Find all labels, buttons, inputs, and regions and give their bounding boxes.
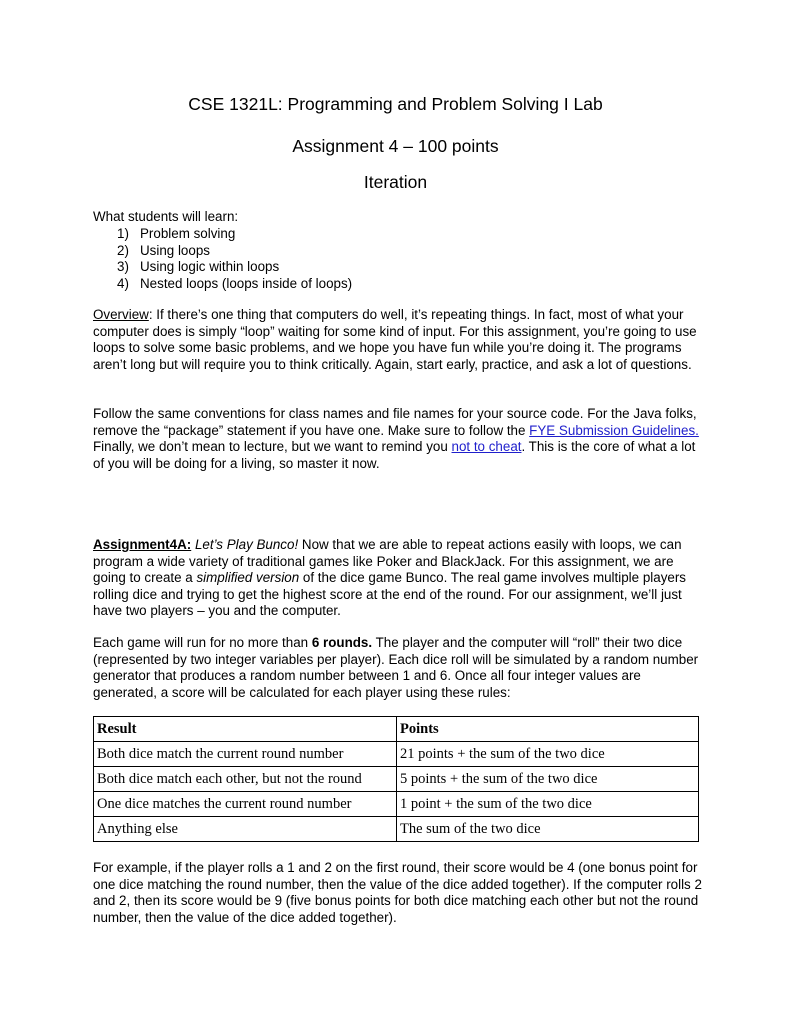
- overview-label: Overview: [93, 307, 149, 322]
- conventions-text-1: Follow the same conventions for class names and file names for your source code. For the Java folks, remove the “package” statement if you have one. Make sure to follow the: [93, 406, 697, 438]
- table-cell: Anything else: [94, 817, 397, 842]
- table-header-row: [94, 717, 699, 742]
- table-cell: The sum of the two dice: [397, 817, 699, 842]
- conventions-text-2: Finally, we don’t mean to lecture, but we want to remind you: [93, 439, 452, 454]
- overview-paragraph: [93, 307, 703, 373]
- list-number: 3): [117, 259, 129, 274]
- list-item: [117, 226, 352, 243]
- table-row: [94, 792, 699, 817]
- list-text: Using logic within loops: [140, 259, 280, 274]
- assignment4a-text-2: of the dice game Bunco. The real game involves multiple players rolling dice and trying to get the highest score at the end of the round. For our assignment, we’ll just have two players – you and the computer.: [93, 570, 686, 618]
- table-cell: 1 point + the sum of the two dice: [397, 792, 699, 817]
- assignment4a-text-1: Now that we are able to repeat actions easily with loops, we can program a wide variety of traditional games like Poker and BlackJack. For this assignment, we are going to create a: [93, 537, 682, 585]
- table-cell: Both dice match each other, but not the round: [94, 767, 397, 792]
- table-row: [94, 767, 699, 792]
- table-cell: Both dice match the current round number: [94, 742, 397, 767]
- table-cell: 21 points + the sum of the two dice: [397, 742, 699, 767]
- list-number: 2): [117, 242, 129, 258]
- table-cell: One dice matches the current round number: [94, 792, 397, 817]
- rounds-text-2: The player and the computer will “roll” their two dice (represented by two integer variables per player). Each dice roll will be simulated by a random number generator that produces a random number between 1 and 6. Once all four integer values are generated, a score will be calculated for each player using these rules:: [93, 635, 699, 700]
- conventions-paragraph: [93, 406, 703, 472]
- assignment4a-subtitle: Let’s Play Bunco!: [194, 537, 299, 552]
- overview-text: : If there’s one thing that computers do well, it’s repeating things. In fact, most of what your computer does is simply “loop” waiting for some kind of input. For this assignment, you’re going to use loops to solve some basic problems, and we hope you have fun while you’re doing it. The programs aren’t long but will require you to think critically. Again, start early, practice, and ask a lot of questions.: [93, 307, 697, 372]
- list-item: [117, 259, 352, 276]
- list-item: [117, 276, 352, 293]
- assignment4a-emphasis: simplified version: [196, 570, 300, 585]
- list-number: 1): [117, 226, 129, 241]
- table-row: [94, 817, 699, 842]
- not-to-cheat-link[interactable]: not to cheat: [451, 439, 522, 454]
- assignment4a-paragraph: [93, 537, 703, 620]
- assignment-title: Assignment 4 – 100 points: [292, 136, 499, 156]
- list-text: Problem solving: [140, 226, 236, 241]
- list-text: Nested loops (loops inside of loops): [140, 275, 353, 291]
- list-number: 4): [117, 275, 129, 291]
- example-paragraph: For example, if the player rolls a 1 and 2 on the first round, their score would be 4 (one bonus point for one dice matching the round number, then the value of the dice added together). If the computer rolls 2 and 2, then its score would be 9 (five bonus points for both dice matching each other but not the round number, then the value of the dice added together).: [93, 860, 702, 925]
- scoring-table: [93, 716, 699, 842]
- header-result: Result: [94, 717, 397, 742]
- list-text: Using loops: [140, 242, 210, 258]
- learn-list: [117, 226, 352, 292]
- learn-intro: What students will learn:: [93, 209, 239, 224]
- conventions-text-3: . This is the core of what a lot of you will be doing for a living, so master it now.: [93, 439, 696, 471]
- rounds-count: 6 rounds.: [311, 635, 373, 650]
- topic-title: Iteration: [363, 172, 428, 192]
- table-row: [94, 742, 699, 767]
- rounds-paragraph: [93, 635, 703, 701]
- header-points: Points: [397, 717, 699, 742]
- table-cell: 5 points + the sum of the two dice: [397, 767, 699, 792]
- assignment4a-label: Assignment4A:: [93, 537, 192, 552]
- fye-guidelines-link[interactable]: FYE Submission Guidelines.: [529, 422, 699, 438]
- rounds-text-1: Each game will run for no more than: [93, 635, 312, 650]
- course-title: CSE 1321L: Programming and Problem Solving I Lab: [188, 94, 603, 114]
- list-item: [117, 243, 352, 260]
